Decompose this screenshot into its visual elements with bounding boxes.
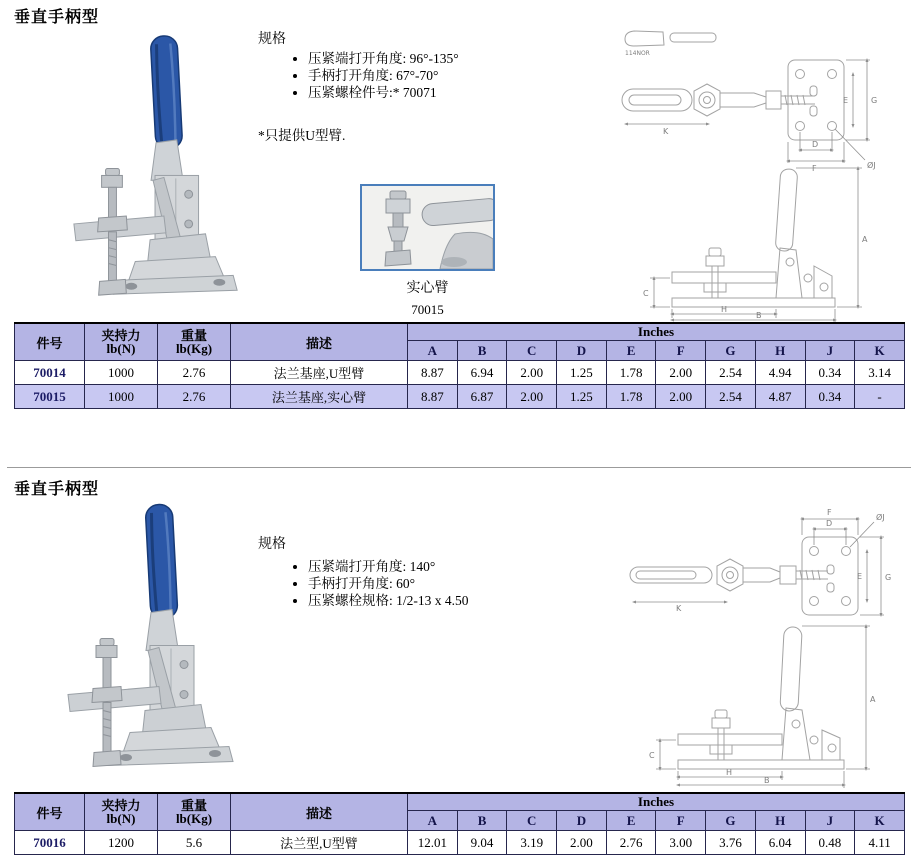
- dim-label-oj: ØJ: [867, 161, 876, 170]
- inset-caption: 实心臂: [406, 281, 449, 296]
- product-photo-70016: [50, 497, 255, 785]
- section2-title: 垂直手柄型: [14, 481, 100, 498]
- dim-label-d: D: [826, 519, 833, 528]
- dim-label-h: H: [721, 305, 728, 314]
- cell-dim: 3.00: [656, 831, 706, 855]
- cell-part: 70015: [15, 385, 85, 409]
- dim-letter: K: [855, 811, 905, 831]
- cell-force: 1000: [85, 385, 158, 409]
- col-header-force: [85, 793, 158, 831]
- force-label-unit: lb(N): [106, 811, 136, 826]
- cell-dim: 1.25: [557, 361, 607, 385]
- col-header-part: 件号: [15, 793, 85, 831]
- cell-part: 70014: [15, 361, 85, 385]
- dim-label-g: G: [871, 96, 878, 105]
- cell-dim: 4.94: [755, 361, 805, 385]
- col-header-part: 件号: [15, 323, 85, 361]
- dim-label-c: C: [649, 751, 655, 760]
- cell-desc: 法兰基座,U型臂: [231, 361, 408, 385]
- dim-letter: B: [457, 811, 507, 831]
- dim-letter: C: [507, 341, 557, 361]
- cell-dim: 12.01: [408, 831, 458, 855]
- product-photo-70014: [55, 30, 260, 312]
- dim-letter: G: [706, 341, 756, 361]
- dim-label-k: K: [676, 604, 682, 613]
- cell-desc: 法兰基座,实心臂: [231, 385, 408, 409]
- weight-label-unit: lb(Kg): [175, 811, 213, 826]
- cell-dim: 2.00: [656, 361, 706, 385]
- cell-dim: 2.00: [507, 385, 557, 409]
- dim-letter: C: [507, 811, 557, 831]
- spec-item: • 压紧螺栓规格: 1/2-13 x 4.50: [308, 592, 469, 609]
- spec-item: • 压紧螺栓件号:* 70071: [308, 84, 459, 101]
- dim-label-oj: ØJ: [876, 513, 885, 522]
- spec-heading-2: 规格: [258, 537, 286, 552]
- col-header-desc: 描述: [231, 323, 408, 361]
- cell-part: 70016: [15, 831, 85, 855]
- col-header-inches: Inches: [408, 323, 905, 341]
- cell-dim: 3.76: [706, 831, 756, 855]
- cell-dim: 2.00: [507, 361, 557, 385]
- spec-item: • 手柄打开角度: 60°: [308, 575, 469, 592]
- force-label-unit: lb(N): [106, 341, 136, 356]
- cell-dim: 0.34: [805, 385, 855, 409]
- dim-label-e: E: [843, 96, 849, 105]
- inset-photo: [362, 186, 493, 269]
- dim-letter: J: [805, 811, 855, 831]
- weight-label-cn: 重量: [180, 328, 207, 343]
- cell-dim: 8.87: [408, 385, 458, 409]
- cell-dim: 1.78: [606, 361, 656, 385]
- spec-item: • 压紧端打开角度: 96°-135°: [308, 50, 459, 67]
- dim-letter: K: [855, 341, 905, 361]
- cell-dim: 0.48: [805, 831, 855, 855]
- cell-dim: 6.87: [457, 385, 507, 409]
- dim-letter: A: [408, 811, 458, 831]
- dim-letter: A: [408, 341, 458, 361]
- dim-label-f: F: [827, 508, 832, 517]
- dim-label-g: G: [885, 573, 892, 582]
- dim-letter: G: [706, 811, 756, 831]
- cell-dim: 2.76: [606, 831, 656, 855]
- spec-item: • 手柄打开角度: 67°-70°: [308, 67, 459, 84]
- spec-list-1: [292, 50, 459, 101]
- spec-item: • 压紧端打开角度: 140°: [308, 558, 469, 575]
- cell-weight: 2.76: [158, 385, 231, 409]
- dim-label-e: E: [857, 572, 863, 581]
- dim-letter: E: [606, 341, 656, 361]
- spec-table-1: [14, 322, 905, 409]
- spec-table-2: [14, 792, 905, 855]
- weight-label-unit: lb(Kg): [175, 341, 213, 356]
- cell-dim: 2.54: [706, 361, 756, 385]
- table-row-70016: [15, 831, 905, 855]
- dim-letter: H: [755, 811, 805, 831]
- weight-label-cn: 重量: [180, 798, 207, 813]
- col-header-force: [85, 323, 158, 361]
- section-divider: [7, 467, 911, 468]
- cell-dim: 9.04: [457, 831, 507, 855]
- cell-dim: 3.19: [507, 831, 557, 855]
- dim-letter: D: [557, 341, 607, 361]
- table-row-70014: [15, 361, 905, 385]
- cell-dim: 2.54: [706, 385, 756, 409]
- dim-label-b: B: [764, 776, 770, 785]
- dim-letter: F: [656, 341, 706, 361]
- cell-dim: 6.94: [457, 361, 507, 385]
- cell-force: 1000: [85, 361, 158, 385]
- cell-dim: 1.78: [606, 385, 656, 409]
- section1-title: 垂直手柄型: [14, 9, 100, 26]
- dim-label-a: A: [870, 695, 876, 704]
- dim-letter: E: [606, 811, 656, 831]
- cell-dim: 2.00: [557, 831, 607, 855]
- inset-part-number: 70015: [411, 302, 444, 317]
- cell-dim: 1.25: [557, 385, 607, 409]
- dim-label-a: A: [862, 235, 868, 244]
- cell-weight: 2.76: [158, 361, 231, 385]
- dim-label-d: D: [812, 140, 819, 149]
- spec-list-2: [292, 558, 469, 609]
- col-header-weight: [158, 793, 231, 831]
- dim-label-h: H: [726, 768, 733, 777]
- cell-desc: 法兰型,U型臂: [231, 831, 408, 855]
- u-arm-note: *只提供U型臂.: [258, 128, 346, 143]
- cell-dim: 2.00: [656, 385, 706, 409]
- dim-letter: B: [457, 341, 507, 361]
- dim-letter: J: [805, 341, 855, 361]
- dim-label-c: C: [643, 289, 649, 298]
- inset-photo-frame: [360, 184, 495, 271]
- cell-dim: 3.14: [855, 361, 905, 385]
- col-header-desc: 描述: [231, 793, 408, 831]
- cell-dim: 0.34: [805, 361, 855, 385]
- technical-drawing-1: [610, 10, 915, 322]
- dim-label-k: K: [663, 127, 669, 136]
- drawing-part-ref: 114NOR: [625, 50, 650, 57]
- col-header-weight: [158, 323, 231, 361]
- cell-dim: 8.87: [408, 361, 458, 385]
- dim-label-b: B: [756, 311, 762, 320]
- table-row-70015: [15, 385, 905, 409]
- force-label-cn: 夹持力: [101, 798, 141, 813]
- dim-letter: H: [755, 341, 805, 361]
- col-header-inches: Inches: [408, 793, 905, 811]
- dim-letter: D: [557, 811, 607, 831]
- technical-drawing-2: [622, 480, 918, 790]
- spec-heading-1: 规格: [258, 32, 286, 47]
- cell-dim: 4.11: [855, 831, 905, 855]
- dim-label-f: F: [812, 164, 817, 173]
- force-label-cn: 夹持力: [101, 328, 141, 343]
- dim-letter: F: [656, 811, 706, 831]
- cell-force: 1200: [85, 831, 158, 855]
- cell-dim: 4.87: [755, 385, 805, 409]
- cell-dim: 6.04: [755, 831, 805, 855]
- cell-weight: 5.6: [158, 831, 231, 855]
- cell-dim: -: [855, 385, 905, 409]
